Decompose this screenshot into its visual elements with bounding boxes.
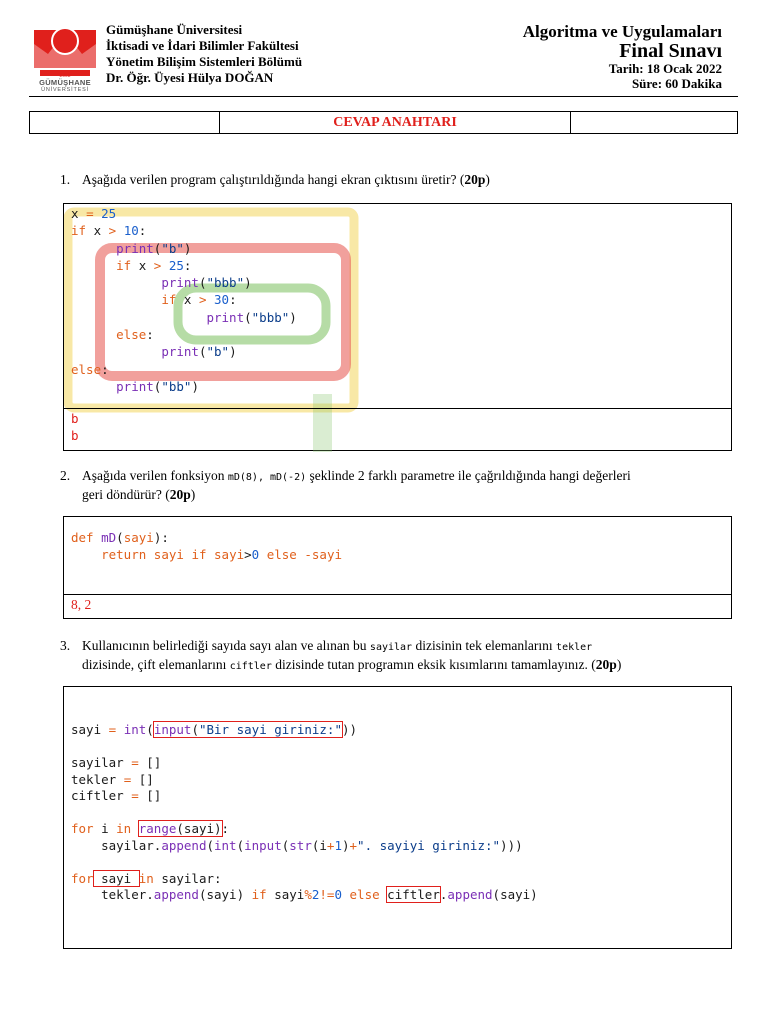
logo-text-bottom: ÜNİVERSİTESİ [41, 87, 89, 93]
answer-key-label: CEVAP ANAHTARI [220, 112, 571, 133]
logo-text-top: GÜMÜŞHANE [39, 78, 91, 87]
exam-date: Tarih: 18 Ocak 2022 [608, 61, 722, 76]
institution-info [106, 22, 302, 86]
header-divider [29, 96, 738, 97]
faculty-name: İktisadi ve İdari Bilimler Fakültesi [106, 38, 299, 53]
inline-code: mD(8), mD(-2) [227, 472, 307, 483]
answer-divider [64, 594, 731, 595]
university-logo [34, 24, 96, 93]
inline-code: tekler [556, 642, 593, 653]
answer-key-table [29, 111, 738, 134]
exam-info [523, 22, 722, 91]
logo-year: 2008 [59, 73, 71, 79]
code-box-1 [63, 203, 732, 451]
question-points: 20p [169, 487, 191, 502]
question-text: Kullanıcının belirlediği sayıda sayı alan ve alınan bu [82, 638, 370, 653]
answer-divider [64, 408, 731, 409]
question-number: 1. [60, 172, 71, 187]
inline-code: sayilar [369, 642, 413, 653]
question-points: 20p [595, 657, 617, 672]
answer-line: b [71, 411, 79, 426]
question-number: 2. [60, 468, 71, 483]
answer-line: b [71, 428, 79, 443]
question-3: 3. Kullanıcının belirlediği sayıda sayı alan ve alınan bu sayilar dizisinin tek elemanlarını tekler dizisinde, çift elemanlarını ciftler dizisinde tutan programın eksik kısımlarını tamamlayınız. (20p) [60, 638, 622, 672]
exam-title: Final Sınavı [619, 40, 722, 62]
answer-1 [71, 410, 79, 444]
question-1: 1. Aşağıda verilen program çalıştırıldığında hangi ekran çıktısını üretir? (20p) [60, 172, 490, 187]
question-points: 20p [464, 172, 486, 187]
code-block: def mD(sayi): return sayi if sayi>0 else -sayi [71, 530, 343, 563]
code-block: sayi = int(input("Bir sayi giriniz:")) sayilar = [] tekler = [] ciftler = [] for i in range(sayi): sayilar.append(int(input(str(i+1)+". sayiyi giriniz:"))) for sayi in sayilar: tekler.append(sayi) if sayi%2!=0 else ciftler.append(sayi) [71, 722, 538, 902]
question-number: 3. [60, 638, 71, 653]
university-name: Gümüşhane Üniversitesi [106, 22, 243, 37]
course-title: Algoritma ve Uygulamaları [522, 22, 722, 41]
question-text: Aşağıda verilen fonksiyon [82, 468, 228, 483]
question-text: Aşağıda verilen program çalıştırıldığında hangi ekran çıktısını üretir? ( [82, 172, 465, 187]
inline-code: ciftler [229, 661, 272, 672]
question-2: 2. Aşağıda verilen fonksiyon mD(8), mD(-2) şeklinde 2 farklı parametre ile çağrıldığında hangi değerleri geri döndürür? (20p) [60, 468, 631, 502]
answer-key-right-cell [571, 112, 738, 133]
answer-key-left-cell [30, 112, 220, 133]
answer-2: 8, 2 [71, 597, 92, 612]
code-box-3 [63, 686, 732, 949]
code-box-2 [63, 516, 732, 619]
exam-duration: Süre: 60 Dakika [631, 76, 722, 91]
department-name: Yönetim Bilişim Sistemleri Bölümü [106, 54, 303, 69]
instructor-name: Dr. Öğr. Üyesi Hülya DOĞAN [106, 70, 274, 85]
code-block: x = 25 if x > 10: print("b") if x > 25: print("bbb") if x > 30: print("bbb") else: print("b") else: print("bb") [71, 206, 297, 394]
